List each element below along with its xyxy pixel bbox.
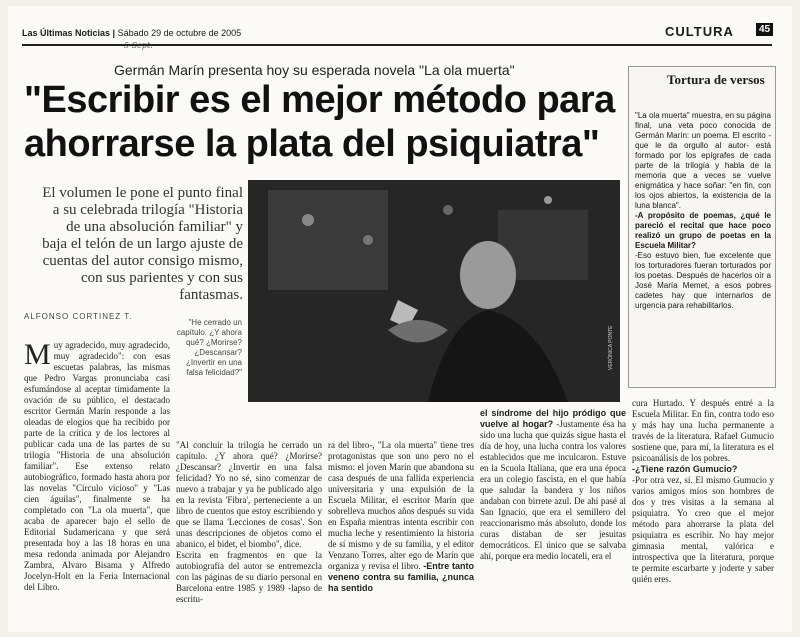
column-3-text: ra del libro-, "La ola muerta" tiene tres protagonistas que son uno pero no el mismo: el joven Marín que abandona su casa después de una fallida experiencia universitaria y una expulsión de la Escuela Militar, el escritor Marín que sobrelleva muchos años después su vida en España mientras intenta escribir con mucha leche y resentimiento la historia de sí mismo y de su familia, y el editor Venzano Torres, alter ego de Marín que organiza y revisa el libro.	[328, 440, 474, 571]
pull-quote: "He cerrado un capítulo. ¿Y ahora qué? ¿Morirse? ¿Descansar? ¿Invertir en una falsa felicidad?"	[176, 318, 242, 377]
article-column-1	[24, 340, 170, 593]
author-photo	[248, 180, 620, 402]
header-rule	[22, 44, 772, 46]
section-name: CULTURA	[665, 24, 734, 39]
article-column-2: "Al concluir la trilogía he cerrado un capítulo. ¿Y ahora qué? ¿Morirse? ¿Descansar? ¿Invertir en una falsa felicidad? Yo no sé, sino comenzar de nuevo a trabajar y ya he publicado algo en la revista 'Fibra', perteneciente a un libro de cuentos que estoy escribiendo y que se llama 'Lecciones de cosas'. Son unas descripciones de objetos como el abanico, el bidet, el biombo", dice. Escrita en fragmentos en que la autobiografía del autor se entremezcla con las páginas de su diario personal en Barcelona entre 1985 y 1989 -lapso de escritu-	[176, 440, 322, 604]
sidebar-body	[635, 111, 771, 311]
column-5-text-b: -Por otra vez, sí. El mismo Gumucio y varios amigos míos son hombres de dos y tres visitas a la semana al psiquiatra. Yo creo que el mejor método para ahorrarse la plata del psiquiatra es escribir. No hay mejor gimnasia mental, valórica e introspectiva que la literatura, porque te permite escarbarte y joderte y saber quién eres.	[632, 475, 774, 584]
article-column-3	[328, 440, 474, 594]
column-4-text: -Justamente ésa ha sido una lucha que quizás sigue hasta el día de hoy, una lucha contra los valores establecidos que me inculcaron. Estuve en la Scuola Italiana, que era una época era un colegio fascista, en el que había que saludar la bandera y los niños andaban con birrete azul. De ahí pasé al San Ignacio, que era el semillero del reaccionarismo más absoluto, donde los curas distaban de ser jesuitas democráticos. El único que se salvaba ahí, porque era medio locateli, era el	[480, 419, 626, 561]
sidebar-title: Tortura de versos	[667, 72, 765, 87]
deck: El volumen le pone el punto final a su celebrada trilogía "Historia de una absolución familiar" y baja el telón de un largo ajuste de cuentas del autor consigo mismo, con sus parientes y con sus fantasmas.	[42, 185, 243, 303]
sidebar-box	[628, 66, 776, 388]
kicker: Germán Marín presenta hoy su esperada novela "La ola muerta"	[114, 62, 515, 78]
interview-question-2: -¿Tiene razón Gumucio?	[632, 464, 738, 474]
sidebar-paragraph-1: "La ola muerta" muestra, en su página final, una veta poco conocida de Germán Marín: un poema. El escrito -que le da orgullo al autor- está formado por los epígrafes de cada parte de la trilogía y habla de la memoria que a veces se vuelve enigmática y hace soñar: "en fin, con los ojos abiertos, la existencia de la luna blanca".	[635, 111, 771, 210]
column-5-text: cura Hurtado. Y después entré a la Escuela Militar. En fin, contra todo eso y más hay una lucha permanente a través de la literatura. Rafael Gumucio sostiene que, para mí, la literatura es el psicoanálisis de los pobres.	[632, 398, 774, 463]
sidebar-paragraph-2: -Eso estuvo bien, fue excelente que los torturadores fueran torturados por los poetas. Después de hacerlos oír a José María Memet, a esos pobres cadetes hay que internarlos de urgencia para rehabilitarlos.	[635, 251, 771, 310]
interview-question-cont: el síndrome del hijo pródigo que vuelve al hogar?	[480, 408, 626, 429]
interview-question: -Entre tanto veneno contra su familia, ¿nunca ha sentido	[328, 561, 474, 593]
masthead: Las Últimas Noticias | Sábado 29 de octubre de 2005	[22, 28, 242, 38]
headline: "Escribir es el mejor método para ahorrarse la plata del psiquiatra"	[24, 79, 615, 165]
drop-cap: M	[24, 338, 51, 371]
issue-date: Sábado 29 de octubre de 2005	[117, 28, 242, 38]
photo-credit: VERÓNICA PONTE	[608, 325, 614, 370]
byline: ALFONSO CORTINEZ T.	[24, 312, 133, 321]
column-1-text: uy agradecido, muy agradecido, muy agradecido": con esas escuetas palabras, las mismas que Pedro Vargas pronunciaba casi esfumándose al aceptar tímidamente la ovación de su público, el destacado escritor Germán Marín responde a las oleadas de elogios que ha recibido por parte de la crítica y de los lectores al publicar cada una de las partes de su trilogía "Historia de una absolución familiar". Ese extenso relato autobiográfico, formado hasta ahora por las novelas "Círculo vicioso" y "Las cien águilas", finalmente se ha completado con "La ola muerta", que acaba de aparecer bajo el sello de Editorial Sudamericana y que será presentada hoy a las 18 horas en una mesa redonda animada por Alejandro Zambra, Alvaro Bisama y Alfredo Jocelyn-Holt en la Feria Internacional del Libro.	[24, 340, 170, 592]
photo-illustration	[248, 180, 620, 402]
page-number: 45	[756, 23, 773, 36]
paper-name: Las Últimas Noticias	[22, 28, 111, 38]
article-column-5	[632, 398, 774, 585]
sidebar-question: -A propósito de poemas, ¿qué le pareció el recital que hace poco realizó un grupo de poetas en la Escuela Militar?	[635, 211, 771, 250]
article-column-4	[480, 408, 626, 562]
